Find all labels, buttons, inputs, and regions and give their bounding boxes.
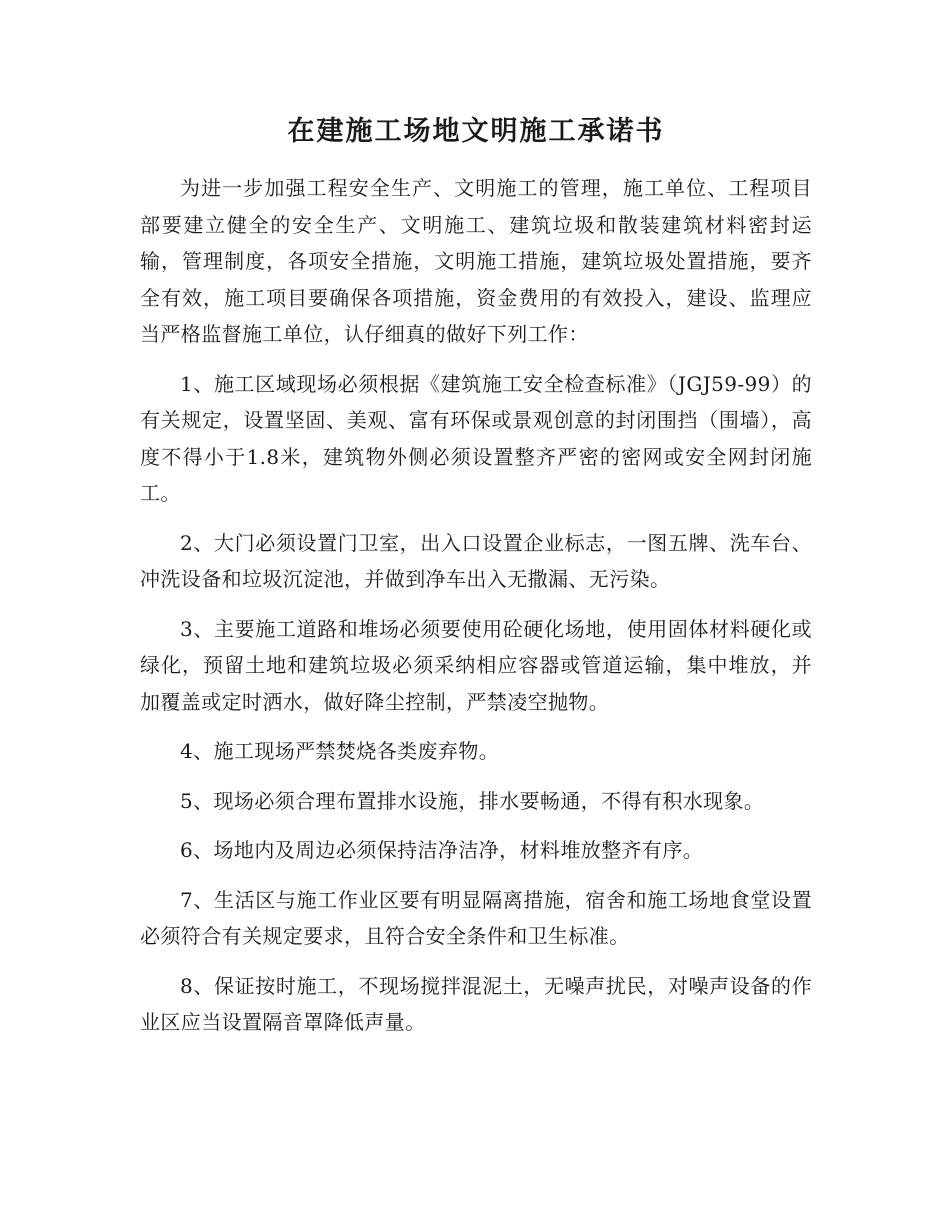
intro-paragraph: 为进一步加强工程安全生产、文明施工的管理，施工单位、工程项目部要建立健全的安全生产、文明施工、建筑垃圾和散装建筑材料密封运输，管理制度，各项安全措施，文明施工措施，建筑垃圾处置措施，要齐全有效，施工项目要确保各项措施，资金费用的有效投入，建设、监理应当严格监督施工单位，认仔细真的做好下列工作：: [140, 176, 812, 346]
item-2: 2、大门必须设置门卫室，出入口设置企业标志，一图五牌、洗车台、冲洗设备和垃圾沉淀池，并做到净车出入无撒漏、无污染。: [140, 530, 812, 591]
item-6: 6、场地内及周边必须保持洁净洁净，材料堆放整齐有序。: [180, 838, 704, 862]
item-5: 5、现场必须合理布置排水设施，排水要畅通，不得有积水现象。: [180, 788, 765, 813]
item-7: 7、生活区与施工作业区要有明显隔离措施，宿舍和施工场地食堂设置必须符合有关规定要求，且符合安全条件和卫生标准。: [140, 887, 812, 948]
document-page: [140, 112, 812, 1041]
item-1: 1、施工区域现场必须根据《建筑施工安全检查标准》（JGJ59-99）的有关规定，设置坚固、美观、富有环保或景观创意的封闭围挡（围墙），高度不得小于1.8米，建筑物外侧必须设置整齐严密的密网或安全网封闭施工。: [140, 371, 812, 505]
item-4: 4、施工现场严禁焚烧各类废弃物。: [180, 739, 500, 763]
item-8: 8、保证按时施工，不现场搅拌混泥土，无噪声扰民，对噪声设备的作业区应当设置隔音罩降低声量。: [140, 973, 812, 1034]
item-3: 3、主要施工道路和堆场必须要使用砼硬化场地，使用固体材料硬化或绿化，预留土地和建筑垃圾必须采纳相应容器或管道运输，集中堆放，并加覆盖或定时洒水，做好降尘控制，严禁凌空抛物。: [140, 616, 812, 714]
document-title: 在建施工场地文明施工承诺书: [287, 116, 665, 147]
